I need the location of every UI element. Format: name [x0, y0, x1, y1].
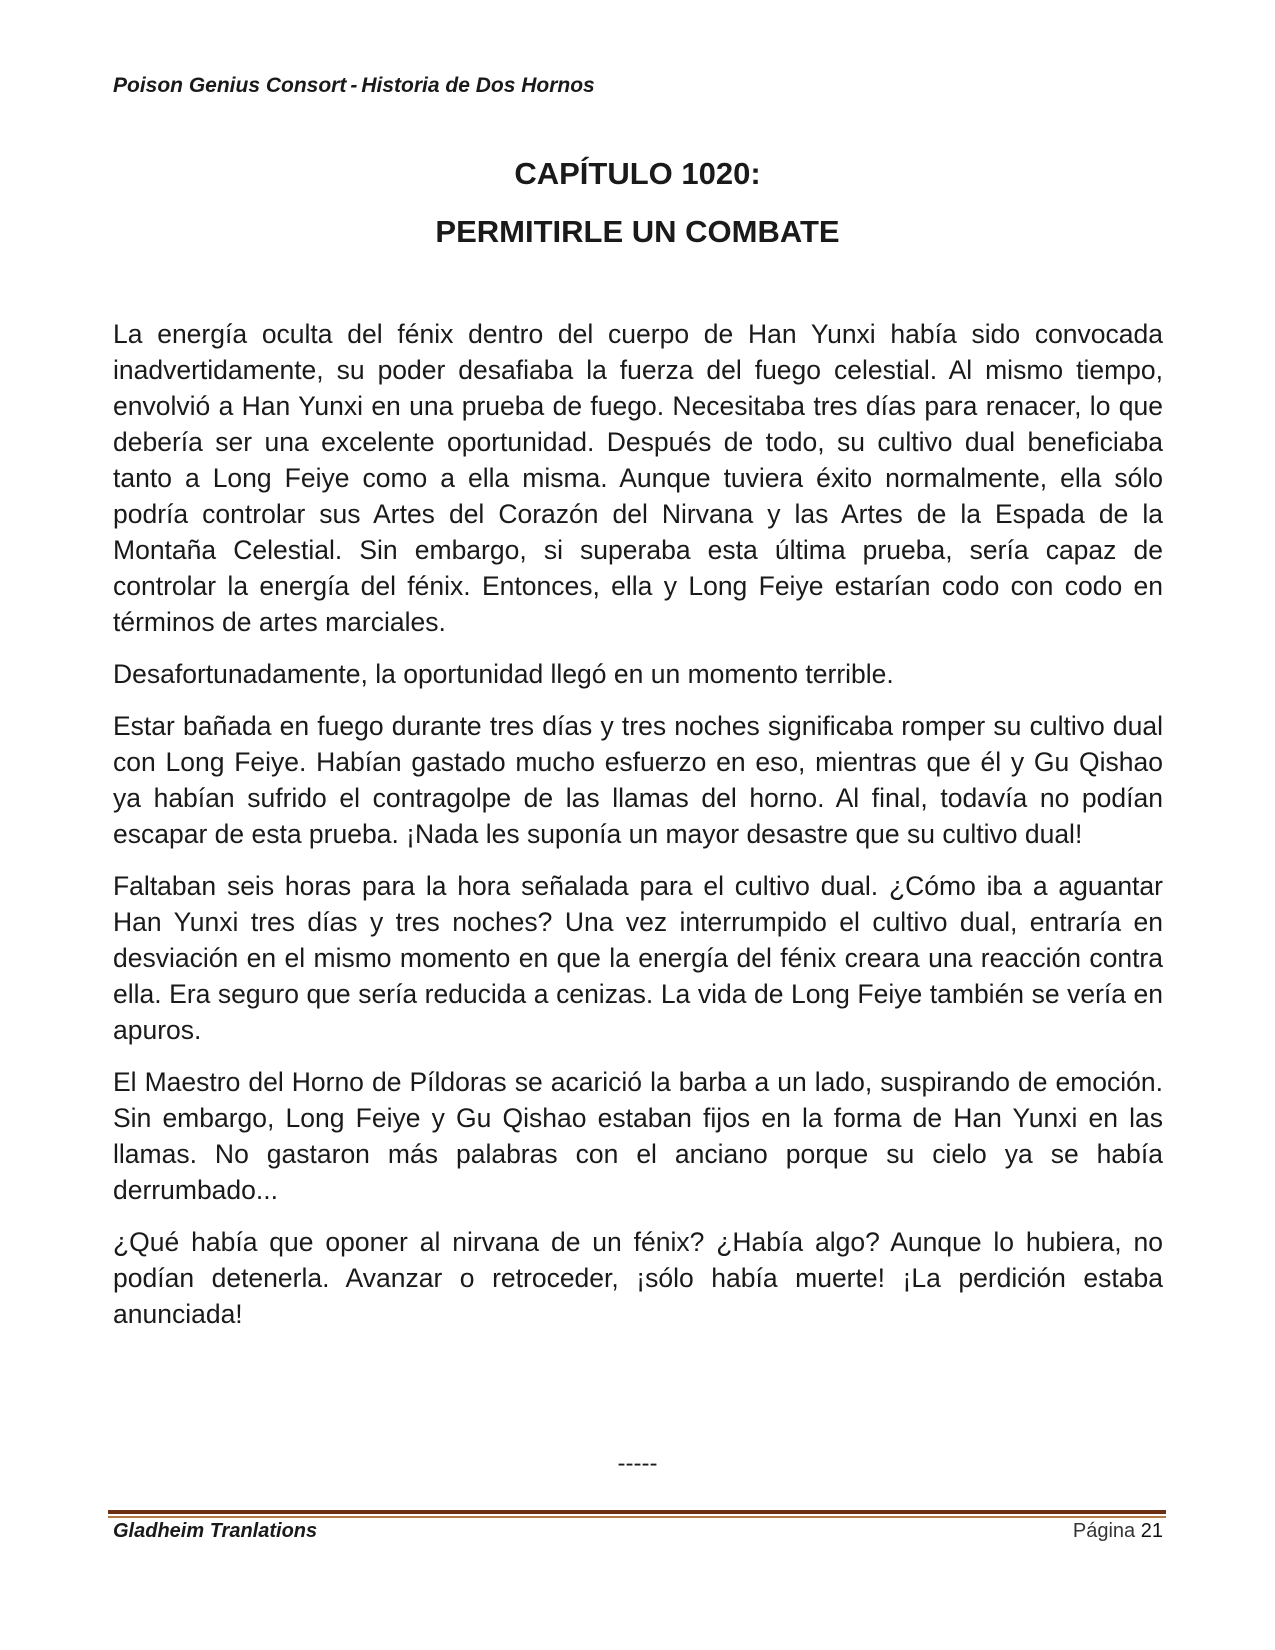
- page-label: Página: [1072, 1520, 1136, 1542]
- volume-title: Historia de Dos Hornos: [361, 74, 595, 97]
- running-header: [113, 74, 595, 98]
- chapter-heading: [0, 145, 1275, 261]
- chapter-number: CAPÍTULO 1020:: [514, 156, 761, 191]
- page-footer: [113, 1520, 1163, 1550]
- translator-credit: Gladheim Tranlations: [113, 1520, 318, 1542]
- header-separator: -: [350, 74, 358, 97]
- series-title: Poison Genius Consort: [113, 74, 347, 97]
- end-marker: -----: [617, 1450, 658, 1477]
- page-number-label: [1073, 1520, 1163, 1543]
- footer-divider-thick: [108, 1510, 1166, 1514]
- paragraph: Faltaban seis horas para la hora señalada para el cultivo dual. ¿Cómo iba a aguantar Han Yunxi tres días y tres noches? Una vez interrumpido el cultivo dual, entraría en desviación en el mismo momento en que la energía del fénix creara una reacción contra ella. Era seguro que sería reducida a cenizas. La vida de Long Feiye también se vería en apuros.: [113, 871, 1163, 1045]
- page-number: 21: [1140, 1520, 1163, 1542]
- paragraph: La energía oculta del fénix dentro del cuerpo de Han Yunxi había sido convocada inadvertidamente, su poder desafiaba la fuerza del fuego celestial. Al mismo tiempo, envolvió a Han Yunxi en una prueba de fuego. Necesitaba tres días para renacer, lo que debería ser una excelente oportunidad. Después de todo, su cultivo dual beneficiaba tanto a Long Feiye como a ella misma. Aunque tuviera éxito normalmente, ella sólo podría controlar sus Artes del Corazón del Nirvana y las Artes de la Espada de la Montaña Celestial. Sin embargo, si superaba esta última prueba, sería capaz de controlar la energía del fénix. Entonces, ella y Long Feiye estarían codo con codo en términos de artes marciales.: [113, 319, 1163, 637]
- chapter-title: PERMITIRLE UN COMBATE: [435, 214, 840, 249]
- paragraph: El Maestro del Horno de Píldoras se acarició la barba a un lado, suspirando de emoción. Sin embargo, Long Feiye y Gu Qishao estaban fijos en la forma de Han Yunxi en las llamas. No gastaron más palabras con el anciano porque su cielo ya se había derrumbado...: [113, 1067, 1163, 1205]
- chapter-body: [113, 316, 1163, 1348]
- paragraph: Desafortunadamente, la oportunidad llegó en un momento terrible.: [113, 659, 894, 689]
- paragraph: ¿Qué había que oponer al nirvana de un fénix? ¿Había algo? Aunque lo hubiera, no podían detenerla. Avanzar o retroceder, ¡sólo había muerte! ¡La perdición estaba anunciada!: [113, 1227, 1163, 1329]
- footer-divider: [108, 1510, 1166, 1518]
- footer-divider-thin: [108, 1516, 1166, 1518]
- paragraph: Estar bañada en fuego durante tres días y tres noches significaba romper su cultivo dual con Long Feiye. Habían gastado mucho esfuerzo en eso, mientras que él y Gu Qishao ya habían sufrido el contragolpe de las llamas del horno. Al final, todavía no podían escapar de esta prueba. ¡Nada les suponía un mayor desastre que su cultivo dual!: [113, 711, 1163, 849]
